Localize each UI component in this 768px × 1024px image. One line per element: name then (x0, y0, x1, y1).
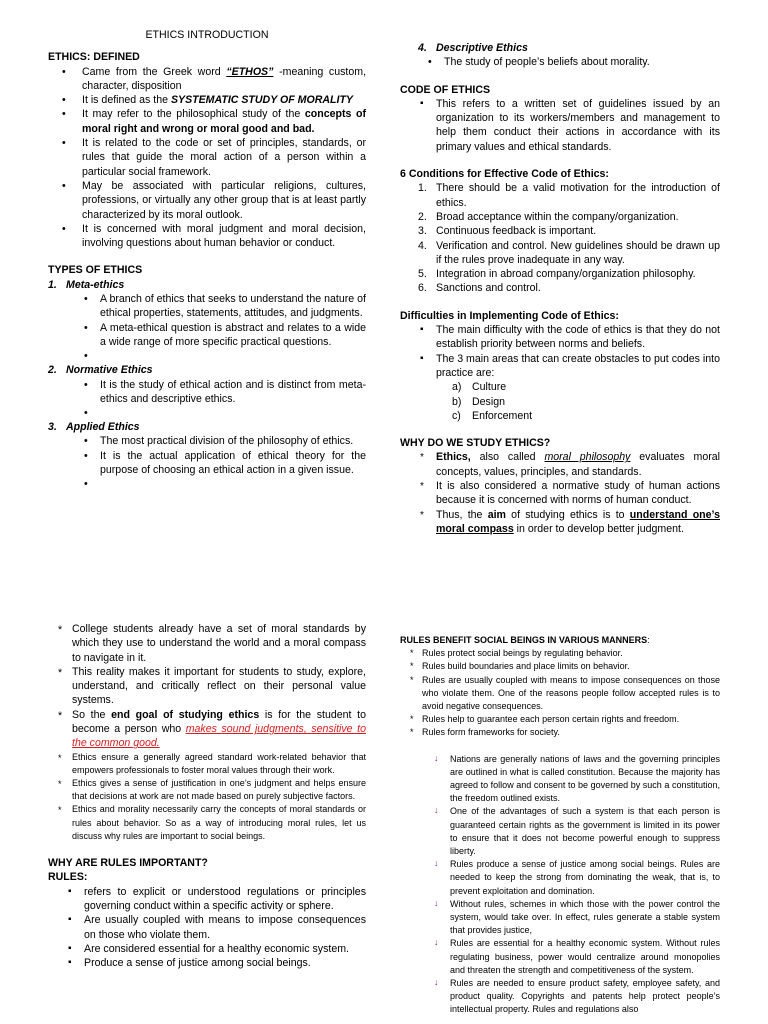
list-item: ↓ One of the advantages of such a system is that each person is guaranteed certain rights as the government is limited in its power to ensure that it does not become powerful enough to suppress liberty. (400, 805, 720, 858)
left-column-bottom (48, 622, 366, 970)
conditions-list (400, 181, 720, 295)
list-item: • A meta-ethical question is abstract and relates to a wide a wide range of more specific practical questions. (48, 321, 366, 350)
list-item: ▪ The main difficulty with the code of ethics is that they do not establish priority between norms and beliefs. (400, 323, 720, 352)
list-item: c) Enforcement (452, 409, 533, 422)
left-column-top (48, 28, 366, 491)
ethics-defined-heading: ETHICS: DEFINED (48, 51, 140, 64)
list-item: a) Culture (452, 381, 507, 394)
list-item: * Ethics gives a sense of justification in one’s judgment and helps ensure that decisions at work are not made based on purely subjective factors. (48, 777, 366, 803)
empty-bullet (48, 477, 366, 491)
list-item: ↓ Rules produce a sense of justice among social beings. Rules are needed to keep the strong from dominating the weak, that is, to prevent exploitation and domination. (400, 858, 720, 898)
list-item: * Thus, the aim of studying ethics is to understand one’s moral compass in order to develop better judgment. (400, 508, 720, 537)
list-item: ↓ Without rules, schemes in which those with the power control the system, would take over. In effect, rules generate a stable system that provides justice, (400, 898, 720, 938)
list-item: 3. Continuous feedback is important. (418, 225, 597, 238)
benefits-points-list (400, 753, 720, 1017)
list-item: * Ethics and morality necessarily carry the concepts of moral standards or rules about behavior. So as a way of introducing moral rules, let us discuss why rules are important to social beings. (48, 803, 366, 843)
rules-subheading: RULES: (48, 871, 88, 884)
list-item: ▪ refers to explicit or understood regulations or principles governing conduct within a specific activity or sphere. (48, 885, 366, 914)
list-item: * Rules are usually coupled with means to impose consequences on those who violate them. One of the reasons people follow accepted rules is to avoid negative consequences. (400, 674, 720, 714)
right-column-bottom (400, 634, 720, 1017)
list-item: ▪ This refers to a written set of guidelines issued by an organization to its workers/members and management to help them conduct their actions in accordance with its primary values and ethical standards. (400, 97, 720, 154)
normative-ethics-list (48, 378, 366, 421)
list-item: * It is also considered a normative study of human actions because it is concerned with norms of human conduct. (400, 479, 720, 508)
why-study-heading: WHY DO WE STUDY ETHICS? (400, 437, 551, 450)
list-item: 4. Verification and control. New guidelines should be drawn up if the rules prove inadequate in any way. (418, 239, 720, 266)
normative-ethics-heading: 2. Normative Ethics (48, 364, 153, 377)
list-item: * Rules help to guarantee each person certain rights and freedom. (400, 713, 720, 726)
list-item: ↓ Nations are generally nations of laws and the governing principles are outlined in what is called constitution. Because the majority has agreed to follow and consent to be governed by such a constitution, the freedom outlined exists. (400, 753, 720, 806)
benefits-list (400, 647, 720, 739)
code-of-ethics-list (400, 97, 720, 154)
difficulties-list (400, 323, 720, 380)
students-list (48, 622, 366, 751)
list-item: • It is the study of ethical action and is distinct from meta-ethics and descriptive ethics. (48, 378, 366, 407)
list-item: * So the end goal of studying ethics is for the student to become a person who makes sound judgments, sensitive to the common good. (48, 708, 366, 751)
list-item: ▪ Are considered essential for a healthy economic system. (48, 942, 366, 956)
list-item: • A branch of ethics that seeks to understand the nature of ethical properties, statements, attitudes, and judgments. (48, 292, 366, 321)
conditions-heading: 6 Conditions for Effective Code of Ethics: (400, 168, 609, 181)
why-study-list (400, 450, 720, 536)
meta-ethics-heading: 1. Meta-ethics (48, 278, 125, 291)
list-item: • The most practical division of the philosophy of ethics. (48, 434, 366, 448)
why-rules-heading: WHY ARE RULES IMPORTANT? (48, 857, 208, 870)
list-item: * Ethics ensure a generally agreed standard work-related behavior that empowers professionals to foster moral values through their work. (48, 751, 366, 777)
list-item: • It is the actual application of ethical theory for the purpose of choosing an ethical action in a given issue. (48, 449, 366, 478)
right-column-top (400, 41, 720, 536)
list-item: ▪ Produce a sense of justice among social beings. (48, 956, 366, 970)
list-item: * Rules form frameworks for society. (400, 726, 720, 739)
obstacle-areas-list (400, 380, 720, 423)
list-item: • It is concerned with moral judgment and moral decision, involving questions about human behavior or conduct. (48, 222, 366, 251)
list-item: * Rules protect social beings by regulating behavior. (400, 647, 720, 660)
list-item: b) Design (452, 395, 505, 408)
list-item: ▪ The 3 main areas that can create obstacles to put codes into practice are: (400, 352, 720, 381)
list-item: ↓ Rules are essential for a healthy economic system. Without rules regulating business, power would centralize around monopolies and threaten the strength and competitiveness of the system. (400, 937, 720, 977)
list-item: * College students already have a set of moral standards by which they use to understand the world and a moral compass to navigate in it. (48, 622, 366, 665)
difficulties-heading: Difficulties in Implementing Code of Ethics: (400, 309, 619, 322)
list-item: * This reality makes it important for students to study, explore, understand, and critically reflect on their personal value systems. (48, 665, 366, 708)
list-item: 1. There should be a valid motivation for the introduction of ethics. (418, 182, 720, 209)
applied-ethics-heading: 3. Applied Ethics (48, 421, 140, 434)
list-item: ▪ Are usually coupled with means to impose consequences on those who violate them. (48, 913, 366, 942)
students-list-small (48, 751, 366, 843)
page-title: ETHICS INTRODUCTION (145, 29, 269, 41)
descriptive-ethics-heading: 4. Descriptive Ethics (418, 42, 528, 54)
ethics-defined-list (48, 65, 366, 251)
code-of-ethics-heading: CODE OF ETHICS (400, 83, 491, 96)
empty-bullet (48, 406, 366, 420)
list-item: • It is defined as the SYSTEMATIC STUDY OF MORALITY (48, 93, 366, 107)
list-item: 5. Integration in abroad company/organization philosophy. (418, 268, 696, 281)
list-item: • It is related to the code or set of principles, standards, or rules that guide the moral action of a person within a particular social framework. (48, 136, 366, 179)
list-item: 2. Broad acceptance within the company/organization. (418, 210, 679, 223)
list-item: 6. Sanctions and control. (418, 282, 541, 295)
list-item: • Came from the Greek word “ETHOS” -meaning custom, character, disposition (48, 65, 366, 94)
list-item: * Ethics, also called moral philosophy evaluates moral concepts, values, principles, and standards. (400, 450, 720, 479)
rules-list (48, 885, 366, 971)
benefits-heading: RULES BENEFIT SOCIAL BEINGS IN VARIOUS MANNERS: (400, 635, 650, 645)
list-item: • It may refer to the philosophical study of the concepts of moral right and wrong or moral good and bad. (48, 107, 366, 136)
types-of-ethics-heading: TYPES OF ETHICS (48, 264, 143, 277)
list-item: • May be associated with particular religions, cultures, professions, or virtually any other group that is at least partly characterized by its moral outlook. (48, 179, 366, 222)
list-item: • The study of people’s beliefs about morality. (392, 55, 720, 69)
list-item: ↓ Rules are needed to ensure product safety, employee safety, and product quality. Copyrights and patents help protect people’s intellectual property. Rules and regulations also (400, 977, 720, 1017)
applied-ethics-list (48, 434, 366, 491)
descriptive-ethics-list (392, 55, 720, 69)
list-item: * Rules build boundaries and place limits on behavior. (400, 660, 720, 673)
empty-bullet (48, 349, 366, 363)
meta-ethics-list (48, 292, 366, 363)
